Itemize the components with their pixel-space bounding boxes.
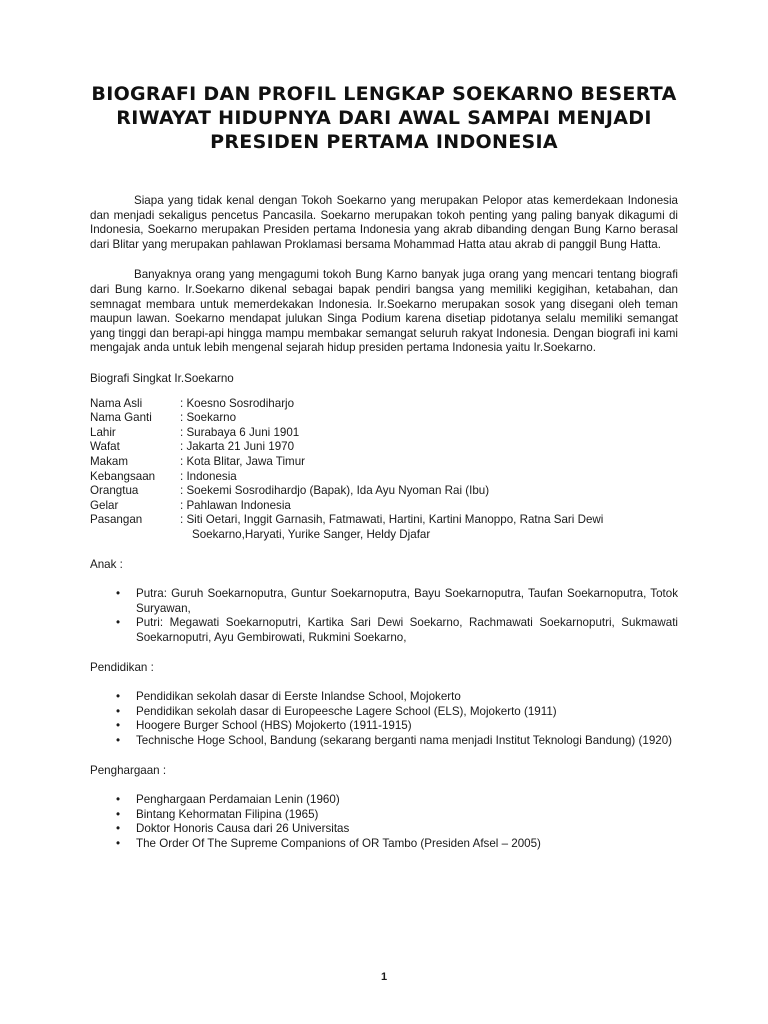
bullet-icon: •: [116, 822, 121, 836]
biodata-row: [90, 397, 678, 412]
bullet-icon: •: [116, 733, 121, 747]
bullet-icon: •: [116, 807, 121, 821]
penghargaan-label: Penghargaan :: [90, 764, 167, 778]
list-item: [90, 719, 678, 734]
paragraph-admirers: Banyaknya orang yang mengagumi tokoh Bung Karno banyak juga orang yang mencari tentang biografi dari Bung karno. Ir.Soekarno dikenal sebagai bapak pendiri bangsa yang memiliki kegigihan, ketabahan, dan semnagat membara untuk memerdekakan Indonesia. Ir.Soekarno merupakan sosok yang disegani oleh teman maupun lawan. Soekarno mendapat julukan Singa Podium karena disetiap pidotanya selalu memiliki semangat yang tinggi dan berapi-api hingga mampu membakar semangat seluruh rakyat Indonesia. Dengan biografi ini kami mengajak anda untuk lebih mengenal sejarah hidup presiden pertama Indonesia yaitu Ir.Soekarno.: [90, 268, 678, 355]
list-item-text: Technische Hoge School, Bandung (sekarang berganti nama menjadi Institut Teknologi Bandung) (1920): [136, 733, 673, 747]
page-number: 1: [380, 971, 388, 983]
biodata-value: : Surabaya 6 Juni 1901: [180, 425, 300, 439]
list-item: [90, 690, 678, 705]
bio-heading: Biografi Singkat Ir.Soekarno: [90, 371, 234, 385]
document-title: [90, 82, 678, 154]
biodata-table: [90, 397, 678, 543]
biodata-key: Orangtua: [90, 484, 139, 498]
list-item-text: Pendidikan sekolah dasar di Eerste Inlandse School, Mojokerto: [136, 690, 461, 704]
bullet-icon: •: [116, 704, 121, 718]
anak-list: [90, 587, 678, 645]
biodata-key: Wafat: [90, 440, 120, 454]
biodata-value: : Jakarta 21 Juni 1970: [180, 440, 295, 454]
list-item: [90, 822, 678, 837]
biodata-value: : Kota Blitar, Jawa Timur: [180, 454, 306, 468]
list-item: [90, 616, 678, 645]
list-item-text: Doktor Honoris Causa dari 26 Universitas: [136, 822, 350, 836]
bullet-icon: •: [116, 793, 121, 806]
list-item: [90, 808, 678, 823]
biodata-key: Pasangan: [90, 513, 143, 527]
biodata-value: : Siti Oetari, Inggit Garnasih, Fatmawati, Hartini, Kartini Manoppo, Ratna Sari Dewi: [180, 513, 604, 527]
list-item-text: Penghargaan Perdamaian Lenin (1960): [136, 793, 340, 806]
anak-label: Anak :: [90, 558, 123, 572]
document-body: [90, 194, 678, 867]
pendidikan-label: Pendidikan :: [90, 661, 154, 675]
biodata-value: : Koesno Sosrodiharjo: [180, 396, 295, 410]
biodata-key: Gelar: [90, 498, 119, 512]
biodata-value: : Indonesia: [180, 469, 237, 483]
list-item-text: Bintang Kehormatan Filipina (1965): [136, 807, 319, 821]
penghargaan-list: [90, 793, 678, 851]
biodata-value: : Soekemi Sosrodihardjo (Bapak), Ida Ayu Nyoman Rai (Ibu): [180, 484, 490, 498]
list-item: [90, 793, 678, 808]
list-item: [90, 705, 678, 720]
bullet-icon: •: [116, 719, 121, 733]
title-line-1: BIOGRAFI DAN PROFIL LENGKAP SOEKARNO BESERTA: [91, 83, 677, 105]
title-line-2: RIWAYAT HIDUPNYA DARI AWAL SAMPAI MENJADI: [116, 107, 652, 129]
biodata-key: Nama Ganti: [90, 411, 152, 425]
list-item-text: Hoogere Burger School (HBS) Mojokerto (1911-1915): [136, 719, 412, 733]
biodata-key: Nama Asli: [90, 396, 143, 410]
biodata-row: [90, 470, 678, 485]
pasangan-continuation: Soekarno,Haryati, Yurike Sanger, Heldy Djafar: [192, 527, 431, 541]
biodata-row: [90, 411, 678, 426]
biodata-key: Makam: [90, 454, 129, 468]
list-item: [90, 837, 678, 852]
biodata-value: : Pahlawan Indonesia: [180, 498, 291, 512]
list-item-text: Putra: Guruh Soekarnoputra, Guntur Soekarnoputra, Bayu Soekarnoputra, Taufan Soekarnoputra, Totok Suryawan,: [136, 587, 678, 615]
list-item-text: Putri: Megawati Soekarnoputri, Kartika Sari Dewi Soekarno, Rachmawati Soekarnoputri, Sukmawati Soekarnoputri, Ayu Gembirowati, Rukmini Soekarno,: [136, 616, 678, 644]
biodata-key: Kebangsaan: [90, 469, 156, 483]
title-line-3: PRESIDEN PERTAMA INDONESIA: [210, 131, 558, 153]
bullet-icon: •: [116, 836, 121, 850]
biodata-row: [90, 440, 678, 455]
paragraph-intro: Siapa yang tidak kenal dengan Tokoh Soekarno yang merupakan Pelopor atas kemerdekaan Indonesia dan menjadi sekaligus pencetus Pancasila. Soekarno merupakan tokoh penting yang paling banyak dikagumi di Indonesia, Soekarno merupakan Presiden pertama Indonesia yang akrab dibanding dengan Bung Karno berasal dari Blitar yang merupakan pahlawan Proklamasi bersama Mohammad Hatta atau akrab di panggil Bung Hatta.: [90, 194, 678, 251]
biodata-row: [90, 426, 678, 441]
biodata-row: [90, 455, 678, 470]
biodata-value: : Soekarno: [180, 411, 237, 425]
bullet-icon: •: [116, 690, 121, 704]
bullet-icon: •: [116, 587, 121, 601]
list-item-text: The Order Of The Supreme Companions of OR Tambo (Presiden Afsel – 2005): [136, 836, 541, 850]
list-item: [90, 734, 678, 749]
biodata-key: Lahir: [90, 425, 116, 439]
bullet-icon: •: [116, 616, 121, 630]
pendidikan-list: [90, 690, 678, 748]
biodata-row: [90, 484, 678, 499]
biodata-row-continuation: [90, 528, 678, 543]
list-item-text: Pendidikan sekolah dasar di Europeesche Lagere School (ELS), Mojokerto (1911): [136, 704, 557, 718]
list-item: [90, 587, 678, 616]
biodata-row: [90, 499, 678, 514]
biodata-row: [90, 513, 678, 528]
